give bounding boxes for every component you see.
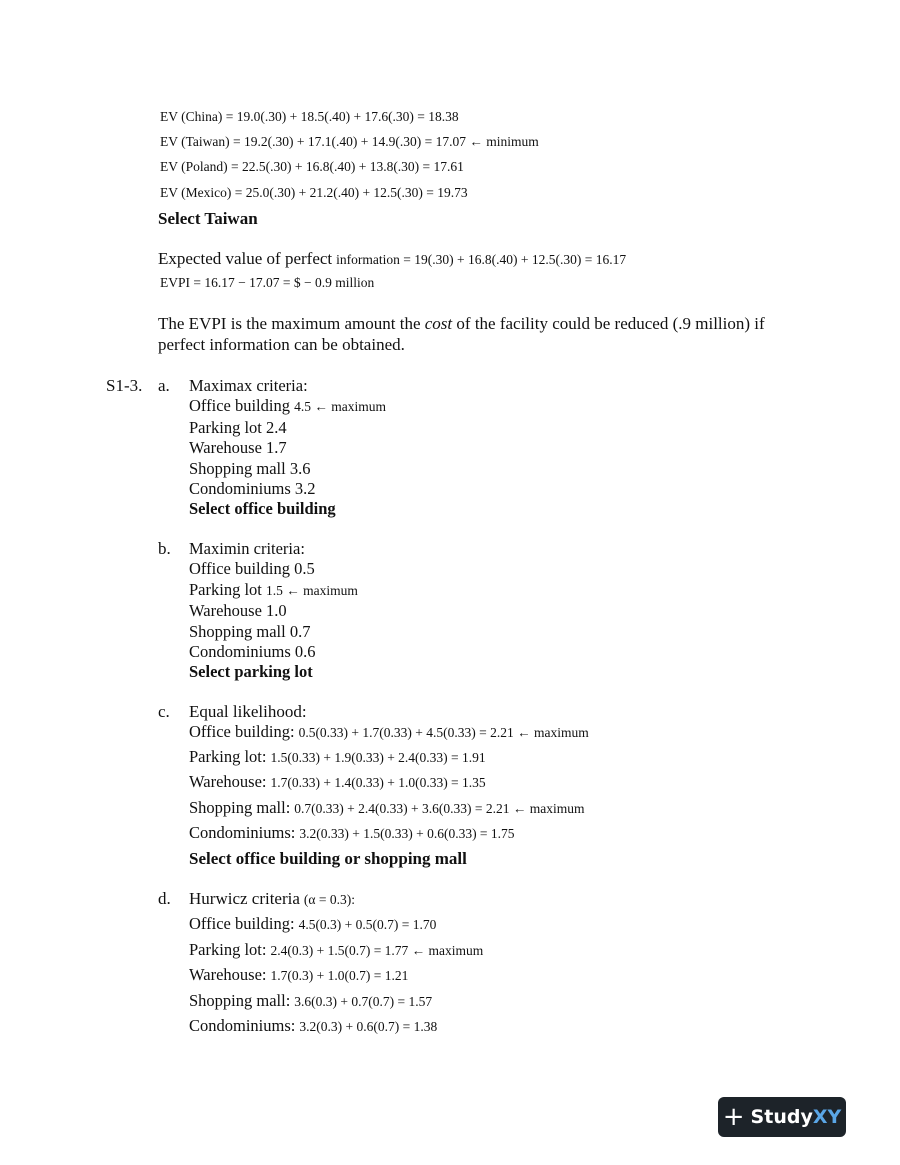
part-b-item: [189, 642, 358, 662]
item-label: Condominiums 3.2: [189, 479, 316, 499]
item-label: Office building 0.5: [189, 559, 315, 579]
part-a-item: [189, 479, 386, 499]
part-c-letter: c.: [158, 702, 170, 721]
part-c-row: [189, 772, 486, 792]
part-a-heading: Maximax criteria:: [189, 376, 308, 395]
part-b-item: [189, 559, 358, 579]
part-d-heading: Hurwicz criteria: [189, 889, 300, 908]
part-a-item: [189, 396, 386, 417]
row-math: 1.5(0.33) + 1.9(0.33) + 2.4(0.33) = 1.91: [270, 750, 486, 765]
explanation-after: of the facility could be reduced (.9 million) if perfect information can be obtained.: [158, 314, 765, 354]
row-math: 3.2(0.3) + 0.6(0.7) = 1.38: [299, 1019, 438, 1034]
part-d-heading-line: [189, 889, 355, 909]
evpi-prefix: Expected value of perfect: [158, 249, 333, 268]
part-a-letter: a.: [158, 376, 170, 395]
row-math: 3.6(0.3) + 0.7(0.7) = 1.57: [294, 994, 433, 1009]
part-c-row: [189, 823, 515, 843]
item-label: Warehouse 1.7: [189, 438, 287, 458]
logo-text-main: Study: [750, 1106, 813, 1128]
part-c-row: [189, 722, 589, 742]
item-value: 4.5 ← maximum: [294, 399, 386, 415]
row-label: Parking lot:: [189, 747, 267, 766]
row-math: 4.5(0.3) + 0.5(0.7) = 1.70: [298, 917, 437, 932]
item-label: Shopping mall 0.7: [189, 621, 311, 641]
row-math: 1.7(0.3) + 1.0(0.7) = 1.21: [270, 968, 409, 983]
part-a-item: [189, 459, 386, 479]
explanation-before: The EVPI is the maximum amount the: [158, 314, 421, 333]
item-label: Office building: [189, 396, 290, 416]
part-c-row: [189, 747, 486, 767]
item-label: Parking lot: [189, 579, 262, 599]
part-c-row: [189, 798, 584, 818]
part-d-row: [189, 940, 483, 960]
ev-line-poland: EV (Poland) = 22.5(.30) + 16.8(.40) + 13.8(.30) = 17.61: [160, 159, 464, 174]
row-label: Shopping mall:: [189, 991, 291, 1010]
part-b-item: [189, 622, 358, 642]
evpi-explanation: [158, 314, 808, 355]
problem-number: S1-3.: [106, 376, 143, 395]
ev-line-china: EV (China) = 19.0(.30) + 18.5(.40) + 17.6(.30) = 18.38: [160, 109, 459, 124]
part-a-list: [189, 376, 386, 520]
part-c-selection: Select office building or shopping mall: [189, 849, 467, 868]
item-label: Condominiums 0.6: [189, 642, 316, 662]
part-b-selection: Select parking lot: [189, 662, 313, 682]
row-label: Warehouse:: [189, 965, 267, 984]
part-a-selection: Select office building: [189, 499, 336, 519]
logo-text-accent: XY: [812, 1106, 842, 1128]
ev-line-taiwan: EV (Taiwan) = 19.2(.30) + 17.1(.40) + 14.9(.30) = 17.07 ← minimum: [160, 134, 539, 149]
item-label: Parking lot 2.4: [189, 417, 287, 437]
part-b-list: [189, 539, 358, 683]
row-label: Office building:: [189, 914, 295, 933]
part-d-row: [189, 914, 436, 934]
item-value: 1.5 ← maximum: [266, 582, 358, 598]
row-label: Shopping mall:: [189, 798, 291, 817]
part-d-row: [189, 965, 408, 985]
part-b-letter: b.: [158, 539, 171, 558]
row-math: 0.5(0.33) + 1.7(0.33) + 4.5(0.33) = 2.21 ← maximum: [298, 725, 589, 740]
row-math: 3.2(0.33) + 1.5(0.33) + 0.6(0.33) = 1.75: [299, 826, 515, 841]
row-label: Warehouse:: [189, 772, 267, 791]
part-b-item: [189, 601, 358, 621]
plus-icon: +: [722, 1102, 745, 1132]
select-taiwan: Select Taiwan: [158, 209, 258, 228]
part-c-heading: Equal likelihood:: [189, 702, 307, 721]
row-math: 0.7(0.33) + 2.4(0.33) + 3.6(0.33) = 2.21 ← maximum: [294, 801, 585, 816]
evpi-equation: information = 19(.30) + 16.8(.40) + 12.5(.30) = 16.17: [336, 252, 627, 267]
explanation-italic: cost: [424, 314, 453, 333]
row-math: 2.4(0.3) + 1.5(0.7) = 1.77 ← maximum: [270, 943, 484, 958]
studyxy-logo[interactable]: [718, 1097, 846, 1137]
part-b-heading: Maximin criteria:: [189, 539, 305, 558]
part-d-alpha: (α = 0.3):: [303, 892, 355, 907]
part-a-item: [189, 438, 386, 458]
row-label: Office building:: [189, 722, 295, 741]
item-label: Shopping mall 3.6: [189, 458, 311, 478]
row-label: Condominiums:: [189, 823, 296, 842]
part-d-row: [189, 991, 432, 1011]
evpi-line: EVPI = 16.17 − 17.07 = $ − 0.9 million: [160, 275, 375, 290]
part-a-item: [189, 418, 386, 438]
ev-line-mexico: EV (Mexico) = 25.0(.30) + 21.2(.40) + 12.5(.30) = 19.73: [160, 185, 468, 200]
row-label: Condominiums:: [189, 1016, 296, 1035]
row-label: Parking lot:: [189, 940, 267, 959]
row-math: 1.7(0.33) + 1.4(0.33) + 1.0(0.33) = 1.35: [270, 775, 486, 790]
part-b-item: [189, 580, 358, 601]
part-d-letter: d.: [158, 889, 171, 908]
item-label: Warehouse 1.0: [189, 601, 287, 621]
evpi-expected-value-line: [158, 249, 626, 269]
part-d-row: [189, 1016, 437, 1036]
